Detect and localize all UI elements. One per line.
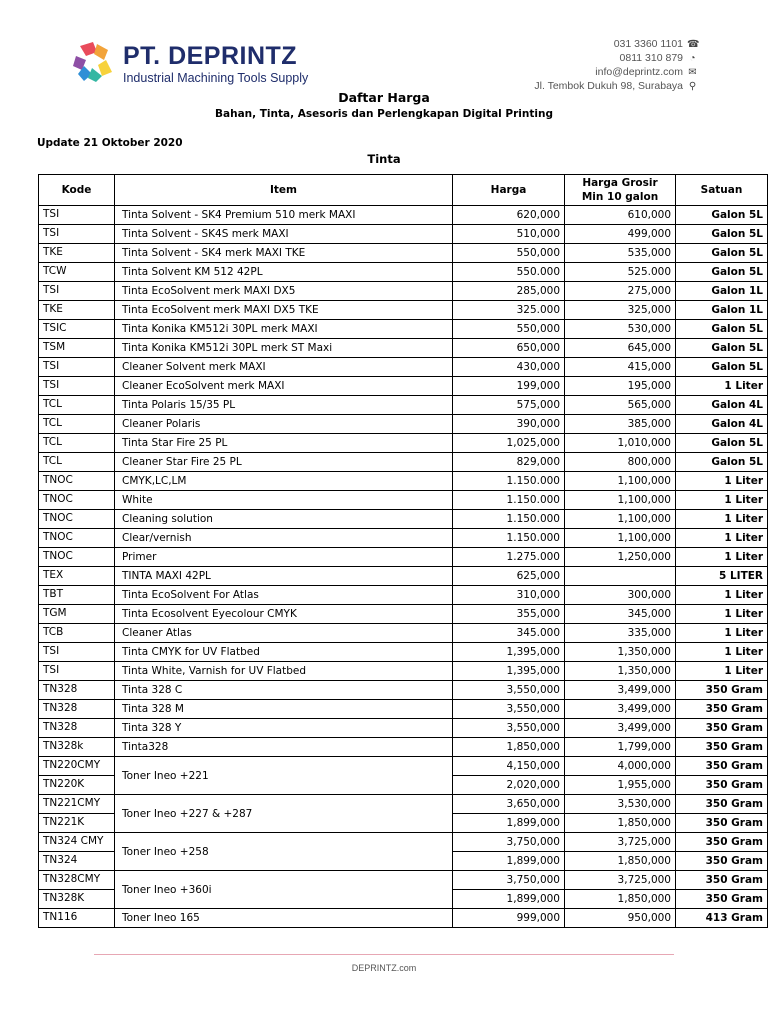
- table-row: [39, 396, 768, 415]
- cell-harga: 650,000: [453, 339, 565, 358]
- table-row: [39, 320, 768, 339]
- cell-item: Tinta Solvent KM 512 42PL: [115, 263, 453, 282]
- cell-satuan: 1 Liter: [676, 586, 768, 605]
- cell-harga: 1,899,000: [453, 852, 565, 871]
- table-row: [39, 472, 768, 491]
- cell-item: Tinta Konika KM512i 30PL merk ST Maxi: [115, 339, 453, 358]
- cell-harga: 1,850,000: [453, 738, 565, 757]
- cell-satuan: Galon 1L: [676, 282, 768, 301]
- cell-harga: 1,899,000: [453, 890, 565, 909]
- cell-item: Tinta White, Varnish for UV Flatbed: [115, 662, 453, 681]
- cell-item: Tinta328: [115, 738, 453, 757]
- table-row: [39, 453, 768, 472]
- cell-harga: 999,000: [453, 909, 565, 928]
- cell-item: Tinta CMYK for UV Flatbed: [115, 643, 453, 662]
- cell-item: Tinta EcoSolvent merk MAXI DX5 TKE: [115, 301, 453, 320]
- cell-item: Tinta 328 M: [115, 700, 453, 719]
- cell-item: White: [115, 491, 453, 510]
- cell-harga: 1.150.000: [453, 491, 565, 510]
- cell-harga-grosir: 3,725,000: [565, 833, 676, 852]
- cell-harga-grosir: 1,955,000: [565, 776, 676, 795]
- cell-item: Tinta Solvent - SK4 Premium 510 merk MAXI: [115, 206, 453, 225]
- cell-item: Cleaner Atlas: [115, 624, 453, 643]
- cell-kode: TCB: [39, 624, 115, 643]
- company-tagline: Industrial Machining Tools Supply: [123, 71, 309, 85]
- cell-kode: TNOC: [39, 491, 115, 510]
- cell-kode: TN328: [39, 700, 115, 719]
- document-subtitle: Bahan, Tinta, Asesoris dan Perlengkapan Digital Printing: [215, 108, 553, 120]
- table-row: [39, 339, 768, 358]
- cell-kode: TN220K: [39, 776, 115, 795]
- cell-satuan: 350 Gram: [676, 814, 768, 833]
- contact-whatsapp: [534, 51, 698, 65]
- cell-kode: TN221K: [39, 814, 115, 833]
- cell-kode: TN328: [39, 719, 115, 738]
- document-title: Daftar Harga: [338, 90, 430, 105]
- mail-icon: ✉: [688, 67, 697, 78]
- cell-harga-grosir: 4,000,000: [565, 757, 676, 776]
- cell-item: Cleaner EcoSolvent merk MAXI: [115, 377, 453, 396]
- table-row: [39, 510, 768, 529]
- cell-kode: TKE: [39, 244, 115, 263]
- cell-harga-grosir: 275,000: [565, 282, 676, 301]
- cell-item: Tinta Star Fire 25 PL: [115, 434, 453, 453]
- cell-harga-grosir: 535,000: [565, 244, 676, 263]
- cell-harga: 550,000: [453, 244, 565, 263]
- cell-harga: 1.275.000: [453, 548, 565, 567]
- cell-harga: 510,000: [453, 225, 565, 244]
- cell-harga-grosir: 1,850,000: [565, 890, 676, 909]
- cell-harga-grosir: 325,000: [565, 301, 676, 320]
- cell-kode: TCL: [39, 415, 115, 434]
- cell-satuan: 1 Liter: [676, 491, 768, 510]
- cell-item: Clear/vernish: [115, 529, 453, 548]
- cell-harga-grosir: 610,000: [565, 206, 676, 225]
- cell-kode: TSIC: [39, 320, 115, 339]
- cell-harga-grosir: 1,100,000: [565, 491, 676, 510]
- cell-item: Tinta EcoSolvent merk MAXI DX5: [115, 282, 453, 301]
- company-logo: [70, 38, 116, 84]
- table-row: [39, 662, 768, 681]
- table-header-row: [39, 175, 768, 206]
- table-row: [39, 738, 768, 757]
- cell-harga: 1,395,000: [453, 662, 565, 681]
- cell-satuan: 350 Gram: [676, 833, 768, 852]
- table-row: [39, 605, 768, 624]
- cell-satuan: 350 Gram: [676, 776, 768, 795]
- cell-satuan: 350 Gram: [676, 719, 768, 738]
- cell-item: Tinta Ecosolvent Eyecolour CMYK: [115, 605, 453, 624]
- cell-harga-grosir: 565,000: [565, 396, 676, 415]
- cell-harga: 3,550,000: [453, 719, 565, 738]
- table-row: [39, 358, 768, 377]
- cell-satuan: Galon 1L: [676, 301, 768, 320]
- cell-satuan: 1 Liter: [676, 472, 768, 491]
- cell-harga-grosir: 335,000: [565, 624, 676, 643]
- cell-harga: 2,020,000: [453, 776, 565, 795]
- whatsapp-icon: ◔: [689, 53, 696, 64]
- cell-harga-grosir: 645,000: [565, 339, 676, 358]
- cell-kode: TCL: [39, 396, 115, 415]
- cell-harga: 1,899,000: [453, 814, 565, 833]
- cell-harga: 3,650,000: [453, 795, 565, 814]
- cell-item: Tinta 328 Y: [115, 719, 453, 738]
- cell-satuan: 1 Liter: [676, 643, 768, 662]
- cell-harga: 1,025,000: [453, 434, 565, 453]
- table-row: [39, 263, 768, 282]
- cell-kode: TNOC: [39, 548, 115, 567]
- cell-item: TINTA MAXI 42PL: [115, 567, 453, 586]
- table-row: [39, 282, 768, 301]
- cell-harga-grosir: 3,499,000: [565, 719, 676, 738]
- cell-satuan: 350 Gram: [676, 757, 768, 776]
- cell-harga-grosir: 3,530,000: [565, 795, 676, 814]
- cell-kode: TSI: [39, 377, 115, 396]
- header-harga-grosir: [565, 175, 676, 206]
- table-row: [39, 567, 768, 586]
- cell-kode: TSM: [39, 339, 115, 358]
- cell-harga-grosir: 1,250,000: [565, 548, 676, 567]
- cell-harga-grosir: 1,100,000: [565, 472, 676, 491]
- cell-satuan: Galon 5L: [676, 434, 768, 453]
- table-row: [39, 415, 768, 434]
- cell-satuan: 1 Liter: [676, 548, 768, 567]
- brand-block: [123, 42, 308, 85]
- cell-harga-grosir: 800,000: [565, 453, 676, 472]
- cell-satuan: 5 LITER: [676, 567, 768, 586]
- cell-kode: TSI: [39, 643, 115, 662]
- cell-satuan: 350 Gram: [676, 795, 768, 814]
- cell-harga-grosir: [565, 567, 676, 586]
- cell-harga-grosir: 1,350,000: [565, 643, 676, 662]
- footer-site: DEPRINTZ.com: [351, 963, 417, 973]
- table-row: [39, 377, 768, 396]
- cell-item: Tinta Polaris 15/35 PL: [115, 396, 453, 415]
- table-row: [39, 681, 768, 700]
- cell-satuan: 350 Gram: [676, 738, 768, 757]
- cell-satuan: 350 Gram: [676, 681, 768, 700]
- cell-harga: 355,000: [453, 605, 565, 624]
- cell-harga-grosir: 1,010,000: [565, 434, 676, 453]
- cell-kode: TSI: [39, 662, 115, 681]
- cell-item: Tinta Solvent - SK4S merk MAXI: [115, 225, 453, 244]
- cell-harga: 550,000: [453, 320, 565, 339]
- cell-harga: 829,000: [453, 453, 565, 472]
- contact-whatsapp-text: 0811 310 879: [619, 52, 683, 64]
- cell-satuan: 350 Gram: [676, 890, 768, 909]
- header-satuan: Satuan: [676, 175, 768, 206]
- cell-kode: TN328: [39, 681, 115, 700]
- cell-kode: TN220CMY: [39, 757, 115, 776]
- table-row: [39, 548, 768, 567]
- cell-harga-grosir: 1,850,000: [565, 852, 676, 871]
- cell-item: Cleaner Solvent merk MAXI: [115, 358, 453, 377]
- table-row: [39, 434, 768, 453]
- cell-satuan: Galon 5L: [676, 358, 768, 377]
- cell-item: Primer: [115, 548, 453, 567]
- cell-harga: 390,000: [453, 415, 565, 434]
- cell-satuan: Galon 5L: [676, 244, 768, 263]
- cell-kode: TN324 CMY: [39, 833, 115, 852]
- cell-satuan: Galon 5L: [676, 225, 768, 244]
- table-body: [39, 206, 768, 928]
- cell-harga-grosir: 195,000: [565, 377, 676, 396]
- cell-kode: TN328CMY: [39, 871, 115, 890]
- cell-satuan: 1 Liter: [676, 662, 768, 681]
- cell-harga-grosir: 1,850,000: [565, 814, 676, 833]
- cell-kode: TN328k: [39, 738, 115, 757]
- table-row: [39, 643, 768, 662]
- table-row: [39, 700, 768, 719]
- cell-kode: TGM: [39, 605, 115, 624]
- cell-satuan: 1 Liter: [676, 605, 768, 624]
- cell-harga-grosir: 300,000: [565, 586, 676, 605]
- cell-satuan: 350 Gram: [676, 700, 768, 719]
- cell-harga: 575,000: [453, 396, 565, 415]
- header-harga-grosir-text: Harga Grosir Min 10 galon: [581, 177, 659, 203]
- cell-kode: TCL: [39, 453, 115, 472]
- header-item: Item: [115, 175, 453, 206]
- company-name: PT. DEPRINTZ: [123, 42, 298, 70]
- table-row: [39, 833, 768, 852]
- cell-harga-grosir: 3,499,000: [565, 700, 676, 719]
- contact-email-text: info@deprintz.com: [595, 66, 683, 78]
- cell-kode: TCL: [39, 434, 115, 453]
- cell-item: Toner Ineo +360i: [115, 871, 453, 909]
- cell-item: Toner Ineo +221: [115, 757, 453, 795]
- contact-info: [534, 37, 698, 93]
- cell-kode: TCW: [39, 263, 115, 282]
- cell-item: Cleaner Star Fire 25 PL: [115, 453, 453, 472]
- cell-harga: 3,550,000: [453, 681, 565, 700]
- cell-kode: TNOC: [39, 510, 115, 529]
- table-row: [39, 586, 768, 605]
- cell-satuan: 1 Liter: [676, 624, 768, 643]
- cell-harga: 3,550,000: [453, 700, 565, 719]
- cell-kode: TN221CMY: [39, 795, 115, 814]
- price-table: [38, 174, 768, 928]
- cell-item: Tinta Solvent - SK4 merk MAXI TKE: [115, 244, 453, 263]
- cell-kode: TNOC: [39, 472, 115, 491]
- cell-harga: 1.150.000: [453, 510, 565, 529]
- cell-kode: TN328K: [39, 890, 115, 909]
- table-row: [39, 795, 768, 814]
- cell-harga: 625,000: [453, 567, 565, 586]
- cell-harga-grosir: 1,350,000: [565, 662, 676, 681]
- cell-kode: TN116: [39, 909, 115, 928]
- cell-satuan: Galon 5L: [676, 263, 768, 282]
- section-title: Tinta: [367, 152, 401, 166]
- cell-kode: TBT: [39, 586, 115, 605]
- cell-harga-grosir: 1,799,000: [565, 738, 676, 757]
- cell-harga: 1,395,000: [453, 643, 565, 662]
- table-row: [39, 757, 768, 776]
- cell-satuan: Galon 5L: [676, 453, 768, 472]
- cell-item: Toner Ineo +227 & +287: [115, 795, 453, 833]
- cell-item: Tinta 328 C: [115, 681, 453, 700]
- cell-harga: 1.150.000: [453, 529, 565, 548]
- cell-harga-grosir: 345,000: [565, 605, 676, 624]
- cell-satuan: 1 Liter: [676, 377, 768, 396]
- table-row: [39, 491, 768, 510]
- cell-harga: 285,000: [453, 282, 565, 301]
- cell-harga: 4,150,000: [453, 757, 565, 776]
- cell-kode: TSI: [39, 225, 115, 244]
- cell-satuan: 1 Liter: [676, 529, 768, 548]
- cell-harga: 620,000: [453, 206, 565, 225]
- cell-kode: TNOC: [39, 529, 115, 548]
- cell-item: Toner Ineo 165: [115, 909, 453, 928]
- cell-harga-grosir: 1,100,000: [565, 529, 676, 548]
- update-date: Update 21 Oktober 2020: [37, 137, 183, 149]
- table-row: [39, 871, 768, 890]
- cell-harga: 345.000: [453, 624, 565, 643]
- cell-satuan: Galon 5L: [676, 320, 768, 339]
- cell-harga-grosir: 3,725,000: [565, 871, 676, 890]
- cell-item: Cleaner Polaris: [115, 415, 453, 434]
- cell-kode: TKE: [39, 301, 115, 320]
- location-icon: ⚲: [688, 81, 697, 92]
- cell-kode: TSI: [39, 358, 115, 377]
- cell-kode: TSI: [39, 282, 115, 301]
- cell-harga: 325.000: [453, 301, 565, 320]
- cell-satuan: Galon 5L: [676, 206, 768, 225]
- cell-kode: TN324: [39, 852, 115, 871]
- header-kode: Kode: [39, 175, 115, 206]
- cell-satuan: Galon 5L: [676, 339, 768, 358]
- cell-item: CMYK,LC,LM: [115, 472, 453, 491]
- table-row: [39, 529, 768, 548]
- contact-phone: [534, 37, 698, 51]
- cell-satuan: 413 Gram: [676, 909, 768, 928]
- cell-satuan: 1 Liter: [676, 510, 768, 529]
- phone-icon: ☎: [687, 39, 700, 50]
- cell-harga: 430,000: [453, 358, 565, 377]
- cell-kode: TEX: [39, 567, 115, 586]
- contact-email: [534, 65, 698, 79]
- cell-harga: 1.150.000: [453, 472, 565, 491]
- cell-harga: 3,750,000: [453, 871, 565, 890]
- table-row: [39, 719, 768, 738]
- cell-item: Tinta EcoSolvent For Atlas: [115, 586, 453, 605]
- cell-item: Toner Ineo +258: [115, 833, 453, 871]
- table-row: [39, 244, 768, 263]
- table-row: [39, 301, 768, 320]
- table-row: [39, 206, 768, 225]
- cell-harga: 310,000: [453, 586, 565, 605]
- cell-satuan: Galon 4L: [676, 415, 768, 434]
- table-row: [39, 624, 768, 643]
- cell-harga: 550.000: [453, 263, 565, 282]
- cell-satuan: 350 Gram: [676, 871, 768, 890]
- cell-harga-grosir: 530,000: [565, 320, 676, 339]
- cell-harga-grosir: 415,000: [565, 358, 676, 377]
- header-harga: Harga: [453, 175, 565, 206]
- cell-harga-grosir: 525.000: [565, 263, 676, 282]
- cell-kode: TSI: [39, 206, 115, 225]
- cell-harga-grosir: 385,000: [565, 415, 676, 434]
- cell-satuan: 350 Gram: [676, 852, 768, 871]
- cell-harga-grosir: 1,100,000: [565, 510, 676, 529]
- cell-item: Cleaning solution: [115, 510, 453, 529]
- cell-satuan: Galon 4L: [676, 396, 768, 415]
- contact-phone-text: 031 3360 1101: [613, 38, 683, 50]
- table-row: [39, 225, 768, 244]
- footer-divider: [94, 954, 674, 955]
- cell-harga: 199,000: [453, 377, 565, 396]
- cell-harga: 3,750,000: [453, 833, 565, 852]
- cell-item: Tinta Konika KM512i 30PL merk MAXI: [115, 320, 453, 339]
- cell-harga-grosir: 499,000: [565, 225, 676, 244]
- cell-harga-grosir: 950,000: [565, 909, 676, 928]
- cell-harga-grosir: 3,499,000: [565, 681, 676, 700]
- table-row: [39, 909, 768, 928]
- contact-address-text: Jl. Tembok Dukuh 98, Surabaya: [534, 80, 683, 92]
